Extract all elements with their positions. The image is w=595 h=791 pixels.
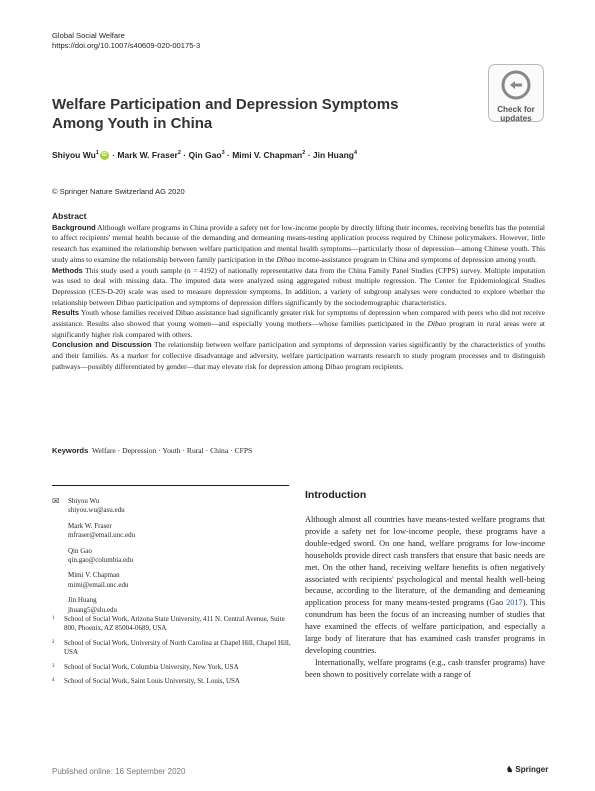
keywords-label: Keywords	[52, 446, 89, 455]
conclusion-text: The relationship between welfare participation and symptoms of depression varies significantly by the characteristics of youths and their families. As a marker for collective disadvantage and adversity, welfare participation warrants research to study program processes and to distinguish pathways—possibly differentiated by gender—that may elevate risk for depression among Dibao program recipients.	[52, 340, 545, 371]
results-end: program in rural areas were at significantly higher risk compared with others.	[52, 319, 546, 339]
author-sep: ·	[224, 150, 233, 160]
publisher-name: Springer	[515, 765, 549, 774]
contact-email[interactable]: shiyou.wu@asu.edu	[68, 506, 125, 515]
contact-email[interactable]: qin.gao@columbia.edu	[68, 556, 134, 565]
contact-email[interactable]: mfraser@email.unc.edu	[68, 531, 136, 540]
contact-email[interactable]: mimi@email.unc.edu	[68, 580, 129, 589]
check-for-updates-badge[interactable]	[488, 64, 544, 122]
contact-entry	[52, 571, 292, 590]
author-name: Mark W. Fraser	[117, 150, 178, 160]
contact-name: Jin Huang	[68, 596, 97, 605]
springer-horse-icon: ♞	[506, 765, 514, 774]
background-label: Background	[52, 222, 96, 232]
keywords	[52, 446, 252, 455]
author-sep: ·	[180, 150, 189, 160]
methods-label: Methods	[52, 265, 83, 275]
article-title: Welfare Participation and Depression Symptoms Among Youth in China	[52, 96, 399, 132]
affiliation-item	[52, 639, 292, 658]
affiliation-text: School of Social Work, Saint Louis University, St. Louis, USA	[64, 677, 240, 686]
author-name: Qin Gao	[188, 150, 222, 160]
published-date: Published online: 16 September 2020	[52, 767, 186, 776]
section-heading-introduction: Introduction	[305, 489, 367, 501]
intro-p1-end: ). This conundrum has been the focus of an increasing number of studies that have examined the effects of welfare participation, and especially a large body of literature that has examined cash transfer programs in developing countries.	[305, 598, 546, 655]
keywords-text: Welfare · Depression · Youth · Rural · China · CFPS	[91, 446, 253, 455]
author-affil: 2	[302, 150, 306, 157]
contact-name: Shiyou Wu	[68, 497, 100, 505]
affiliation-text: School of Social Work, University of North Carolina at Chapel Hill, Chapel Hill, USA	[64, 638, 291, 657]
contact-email[interactable]: jhuang5@slu.edu	[68, 605, 118, 614]
contact-entry	[52, 522, 292, 541]
contact-entry	[52, 497, 292, 516]
intro-paragraph-1	[305, 514, 545, 657]
author-affil: 1	[95, 150, 99, 157]
affiliation-number: 4	[52, 678, 55, 684]
doi-link[interactable]: https://doi.org/10.1007/s40609-020-00175-3	[52, 41, 201, 50]
contact-name: Qin Gao	[68, 546, 92, 555]
footnote-divider	[52, 485, 289, 486]
journal-name: Global Social Welfare	[52, 31, 125, 40]
author-list	[52, 150, 357, 160]
publisher-logo	[506, 765, 548, 774]
abstract-background	[52, 223, 545, 266]
contact-entry	[52, 596, 292, 615]
author-sep: ·	[305, 150, 313, 160]
affiliation-item	[52, 615, 292, 634]
envelope-icon: ✉	[52, 496, 60, 506]
affiliation-list	[52, 615, 292, 691]
author-affil: 2	[177, 150, 181, 157]
contact-list	[52, 497, 292, 621]
background-text: Although welfare programs in China provide a safety net for low-income people by directly lifting their incomes, receiving benefits has the potential to affect recipients' mental health because of the demanding and demeaning means-testing application process required by Chinese policymakers. However, little research has examined the relationship between welfare participation and mental health symptoms—particularly those of depression—among Chinese youth. This study aims to examine the relationship between family participation in the	[52, 222, 545, 264]
author-name: Shiyou Wu	[52, 150, 96, 160]
author-name: Mimi V. Chapman	[232, 150, 303, 160]
affiliation-number: 3	[52, 663, 55, 669]
introduction-body	[305, 514, 545, 681]
author-affil: 3	[221, 150, 225, 157]
affiliation-item	[52, 677, 292, 686]
orcid-icon[interactable]: iD	[101, 152, 107, 159]
contact-name: Mimi V. Chapman	[68, 571, 120, 580]
check-badge-line2: updates	[500, 114, 532, 123]
copyright-notice: © Springer Nature Switzerland AG 2020	[52, 187, 185, 196]
abstract-heading: Abstract	[52, 211, 87, 221]
check-updates-icon	[501, 70, 531, 100]
affiliation-number: 2	[52, 639, 55, 645]
affiliation-item	[52, 663, 292, 672]
check-badge-line1: Check for	[497, 105, 535, 114]
intro-p1-start: Although almost all countries have means-tested welfare programs that provide a safety net for low-income people, these programs have a double-edged sword. On one hand, welfare programs for low-income households provide direct cash transfers that ensure that basic needs are met. On the other hand, receiving welfare benefits is often negatively associated with recipients' psychological and mental health well-being because, according to the literature, of the demanding and demeaning application process for many means-tested programs (Gao	[305, 515, 545, 608]
citation-link[interactable]: 2017	[506, 598, 523, 608]
affiliation-number: 1	[52, 616, 55, 621]
abstract-methods	[52, 266, 545, 309]
author-name: Jin Huang	[312, 150, 354, 160]
affiliation-text: School of Social Work, Columbia University, New York, USA	[64, 662, 239, 671]
results-label: Results	[52, 308, 80, 318]
conclusion-label: Conclusion and Discussion	[52, 340, 152, 350]
background-end: income-assistance program in China and symptoms of depression among youth.	[295, 254, 537, 264]
intro-paragraph-2: Internationally, welfare programs (e.g., cash transfer programs) have been shown to positively correlate with a range of	[305, 657, 545, 679]
contact-name: Mark W. Fraser	[68, 521, 112, 530]
contact-entry	[52, 547, 292, 566]
results-italic: Dibao	[427, 319, 447, 329]
abstract	[52, 211, 545, 373]
author-affil: 4	[353, 150, 358, 157]
author-sep: ·	[109, 150, 118, 160]
results-text: Youth whose families received Dibao assistance had significantly greater risk for symptoms of depression when compared with peers who did not receive assistance. Results also showed that young women—and especially young mothers—whose families participated in the	[52, 308, 545, 329]
abstract-results	[52, 308, 545, 340]
methods-text: This study used a youth sample (n = 4192) of nationally representative data from the China Family Panel Studies (CFPS) survey. Multiple imputation was used to deal with missing data. The imputed data were analyzed using aggregated robust multiple regression. The Center for Epidemiological Studies Depression (CES-D-20) scale was used to measure depression symptoms. In addition, a variety of subgroup analyses were conducted to explore whether the relationship between Dibao participation and symptoms of depression differs significantly by the sociodemographic characteristics.	[52, 265, 545, 307]
affiliation-text: School of Social Work, Arizona State University, 411 N. Central Avenue, Suite 800, Phoenix, AZ 85004-0689, USA	[64, 615, 285, 633]
background-italic: Dibao	[276, 254, 296, 264]
abstract-conclusion	[52, 340, 545, 372]
